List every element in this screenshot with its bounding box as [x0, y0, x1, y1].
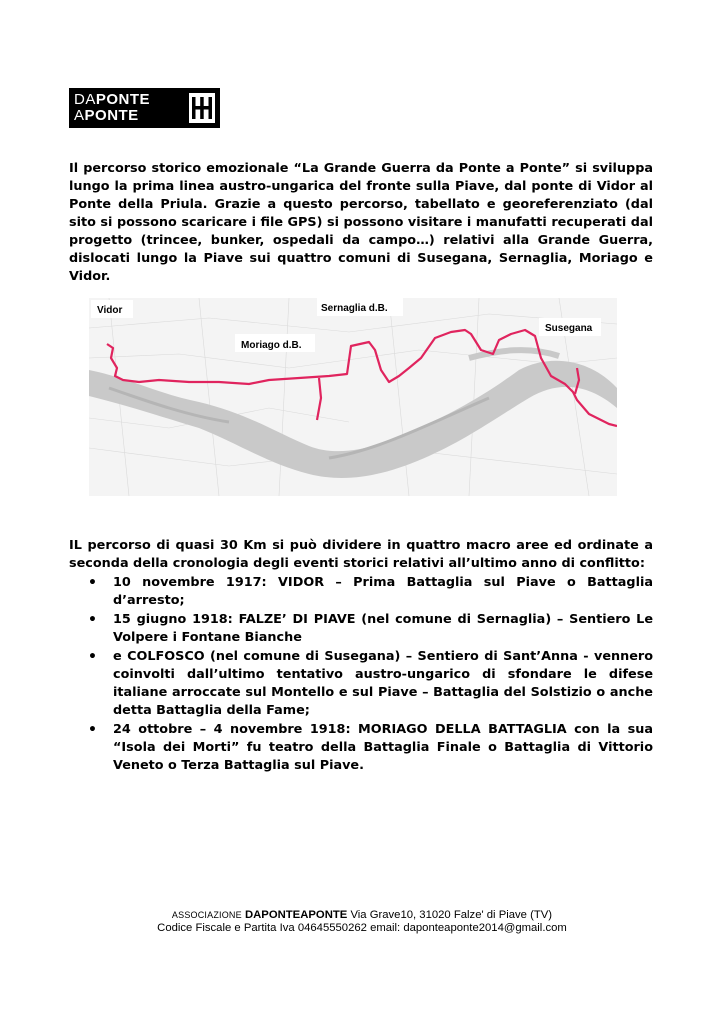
- logo-text-da: DA: [74, 91, 96, 108]
- daponte-mark-icon: [189, 93, 215, 123]
- logo-text-ponte-1: PONTE: [95, 91, 151, 108]
- logo-text-ponte-2: PONTE: [84, 107, 139, 124]
- logo-text-a: A: [74, 107, 85, 124]
- itinerary-intro: IL percorso di quasi 30 Km si può dividere in quattro macro aree ed ordinate a seconda della cronologia degli eventi storici relativi all’ultimo anno di conflitto:: [69, 538, 653, 571]
- map-label-susegana: Susegana: [545, 323, 593, 334]
- list-item: • 24 ottobre – 4 novembre 1918: MORIAGO DELLA BATTAGLIA con la sua “Isola dei Morti” fu teatro della Battaglia Finale o Battaglia di Vittorio Veneto o Terza Battaglia sul Piave.: [88, 721, 653, 775]
- footer-address: Via Grave10, 31020 Falze' di Piave (TV): [350, 909, 553, 921]
- intro-paragraph: Il percorso storico emozionale “La Grande Guerra da Ponte a Ponte” si sviluppa lungo la prima linea austro-ungarica del fronte sulla Piave, dal ponte di Vidor al Ponte della Priula. Grazie a questo percorso, tabellato e georeferenziato (dal sito si possono scaricare i file GPS) si possono visitare i manufatti recuperati dal progetto (trincee, bunker, ospedali da campo…) relativi alla Grande Guerra, dislocati lungo la Piave sui quattro comuni di Susegana, Sernaglia, Moriago e Vidor.: [69, 161, 653, 284]
- map-label-moriago: Moriago d.B.: [241, 340, 302, 351]
- event-list: [88, 574, 653, 776]
- footer-assoc-label: ASSOCIAZIONE: [171, 910, 242, 920]
- map-label-sernaglia: Sernaglia d.B.: [321, 303, 388, 314]
- list-item: • 10 novembre 1917: VIDOR – Prima Battaglia sul Piave o Battaglia d’arresto;: [88, 574, 653, 610]
- map-label-vidor: Vidor: [97, 305, 123, 316]
- route-map: [89, 298, 617, 496]
- logo-line-1: [74, 92, 150, 107]
- footer-assoc-name: DAPONTEAPONTE: [244, 909, 348, 921]
- list-item: • e COLFOSCO (nel comune di Susegana) – Sentiero di Sant’Anna - vennero coinvolti dall’ultimo tentativo austro-ungarico di sfondare le difese italiane arroccate sul Montello e sul Piave – Battaglia del Solstizio o anche detta Battaglia della Fame;: [88, 648, 653, 720]
- footer: [0, 909, 724, 935]
- logo-line-2: [74, 108, 139, 123]
- footer-line-2: Codice Fiscale e Partita Iva 04645550262 email: daponteaponte2014@gmail.com: [157, 922, 567, 934]
- list-item: • 15 giugno 1918: FALZE’ DI PIAVE (nel comune di Sernaglia) – Sentiero Le Volpere i Fontane Bianche: [88, 611, 653, 647]
- logo: [69, 88, 220, 128]
- footer-line-1: [0, 909, 724, 922]
